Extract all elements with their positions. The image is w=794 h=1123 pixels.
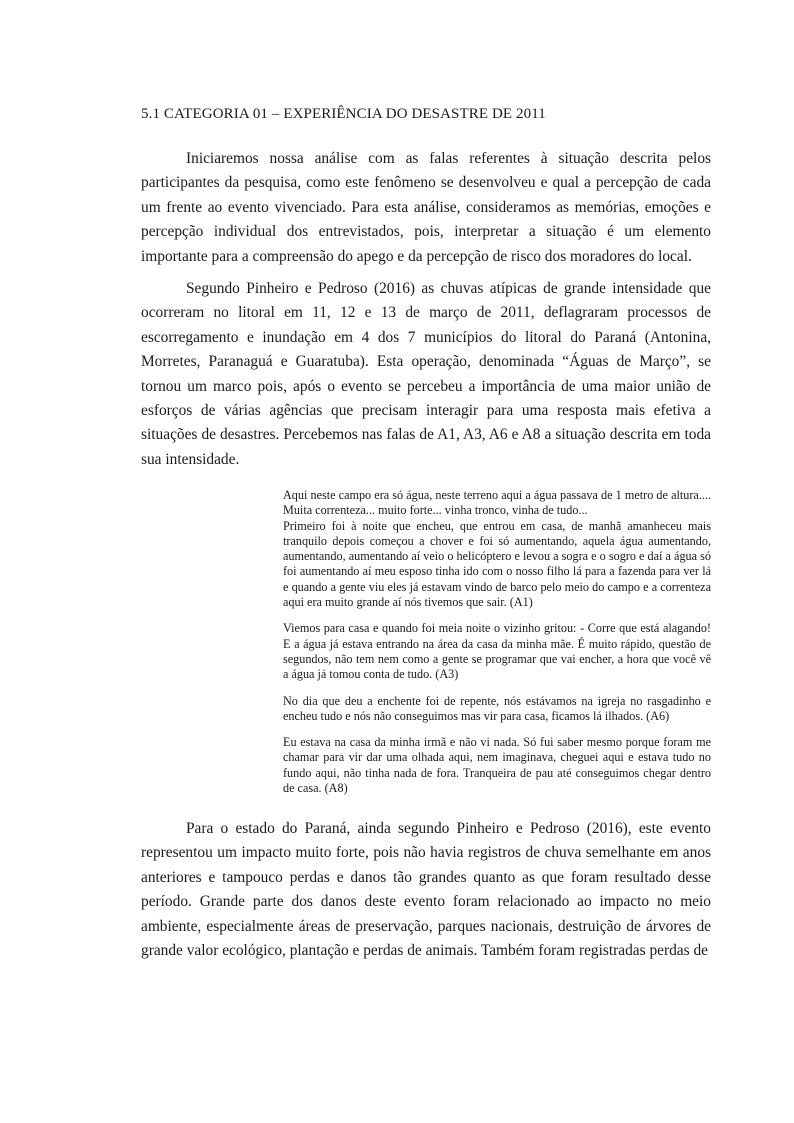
block-quotes bbox=[283, 488, 711, 807]
section-heading: 5.1 CATEGORIA 01 – EXPERIÊNCIA DO DESASTRE DE 2011 bbox=[141, 106, 546, 122]
quote-text: Aqui neste campo era só água, neste terreno aqui a água passava de 1 metro de altura.... Muita correnteza... muito forte... vinha tronco, vinha de tudo... bbox=[283, 488, 711, 518]
quote-a8 bbox=[283, 735, 711, 796]
quote-text: No dia que deu a enchente foi de repente, nós estávamos na igreja no rasgadinho e encheu tudo e nós não conseguimos mas vir para casa, ficamos lá ilhados. (A6) bbox=[283, 693, 711, 723]
quote-text: Viemos para casa e quando foi meia noite o vizinho gritou: - Corre que está alagando! E a água já estava entrando na área da casa da minha mãe. É muito rápido, questão de segundos, não tem nem como a gente se programar que vai encher, a hora que você vê a água já tomou conta de tudo. (A3) bbox=[283, 621, 711, 682]
quote-text: Primeiro foi à noite que encheu, que entrou em casa, de manhã amanheceu mais tranquilo depois começou a chover e foi só aumentando, aquela água aumentando, aumentando, aumentando aí veio o helicóptero e levou a sogra e o sogro e daí a água só foi aumentando aí meu esposo tinha ido com o nosso filho lá para a fazenda para ver lá e quando a gente viu eles já estavam vindo de barco pelo meio do campo e a correnteza aqui era muito grande aí nós tivemos que sair. (A1) bbox=[283, 518, 711, 610]
quote-a1 bbox=[283, 488, 711, 610]
body-paragraph: Para o estado do Paraná, ainda segundo Pinheiro e Pedroso (2016), este evento representou um impacto muito forte, pois não havia registros de chuva semelhante em anos anteriores e tampouco perdas e danos tão grandes quanto as que foram resultado desse período. Grande parte dos danos deste evento foram relacionado ao impacto no meio ambiente, especialmente áreas de preservação, parques nacionais, destruição de árvores de grande valor ecológico, plantação e perdas de animais. Também foram registradas perdas de bbox=[141, 820, 711, 960]
quote-text: Eu estava na casa da minha irmã e não vi nada. Só fui saber mesmo porque foram me chamar para vir dar uma olhada aqui, nem imaginava, cheguei aqui e estava tudo no fundo aqui, não tinha nada de fora. Tranqueira de pau até conseguimos chegar dentro de casa. (A8) bbox=[283, 735, 711, 796]
quote-a6 bbox=[283, 694, 711, 725]
quote-a3 bbox=[283, 621, 711, 682]
body-paragraph: Iniciaremos nossa análise com as falas referentes à situação descrita pelos participantes da pesquisa, como este fenômeno se desenvolveu e qual a percepção de cada um frente ao evento vivenciado. Para esta análise, consideramos as memórias, emoções e percepção individual dos entrevistados, pois, interpretar a situação é um elemento importante para a compreensão do apego e da percepção de risco dos moradores do local. bbox=[141, 150, 711, 265]
body-paragraph: Segundo Pinheiro e Pedroso (2016) as chuvas atípicas de grande intensidade que ocorreram no litoral em 11, 12 e 13 de março de 2011, deflagraram processos de escorregamento e inundação em 4 dos 7 municípios do litoral do Paraná (Antonina, Morretes, Paranaguá e Guaratuba). Esta operação, denominada “Águas de Março”, se tornou um marco pois, após o evento se percebeu a importância de uma maior união de esforços de várias agências que precisam interagir para uma resposta mais efetiva a situações de desastres. Percebemos nas falas de A1, A3, A6 e A8 a situação descrita em toda sua intensidade. bbox=[141, 280, 711, 468]
